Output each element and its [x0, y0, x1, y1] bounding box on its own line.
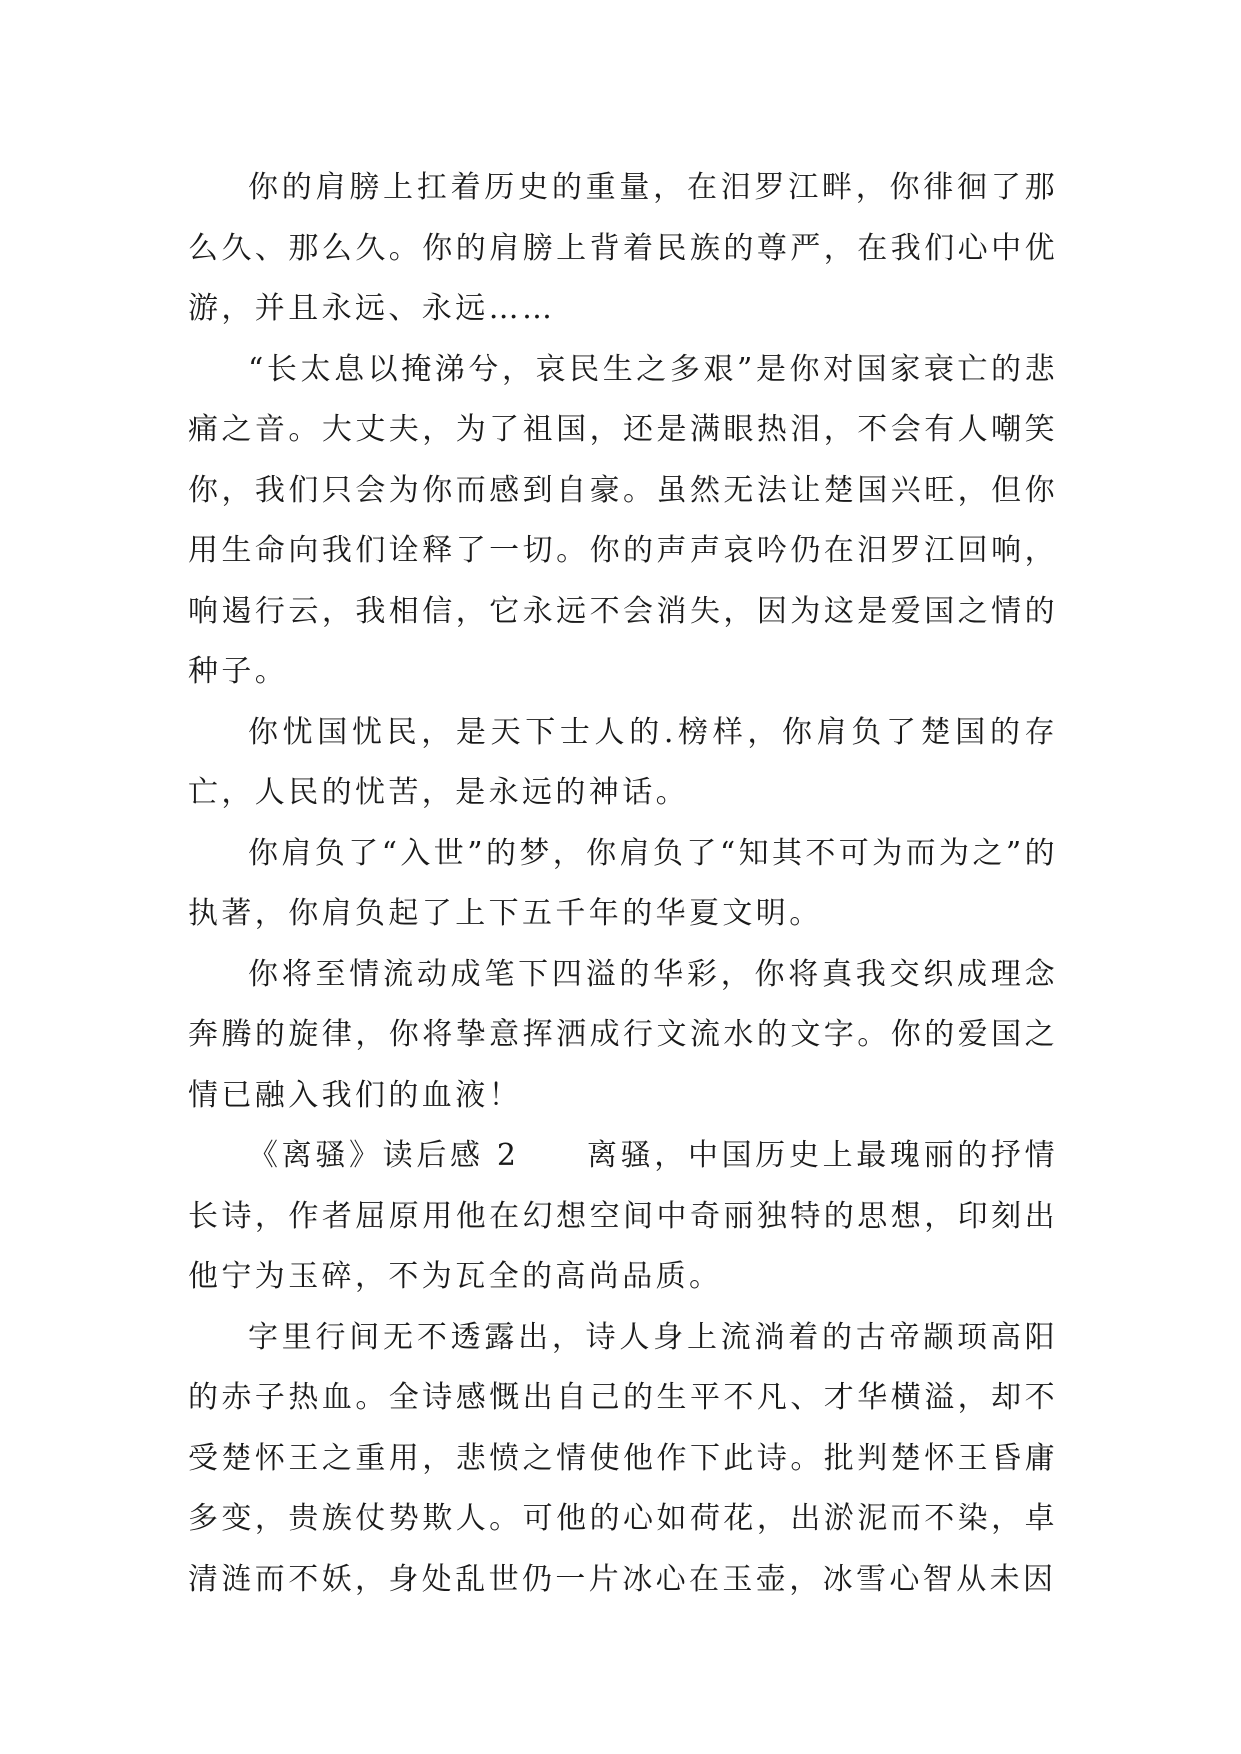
paragraph-1: 你的肩膀上扛着历史的重量，在汨罗江畔，你徘徊了那么久、那么久。你的肩膀上背着民族的尊严，在我们心中优游，并且永远、永远…… — [188, 170, 1058, 326]
paragraph-4: 你肩负了“入世”的梦，你肩负了“知其不可为而为之”的执著，你肩负起了上下五千年的华夏文明。 — [188, 835, 1058, 931]
paragraph-7: 字里行间无不透露出，诗人身上流淌着的古帝颛顼高阳的赤子热血。全诗感慨出自己的生平不凡、才华横溢，却不受楚怀王之重用，悲愤之情使他作下此诗。批判楚怀王昏庸多变，贵族仗势欺人。可他的心如荷花，出淤泥而不染，卓清涟而不妖，身处乱世仍一片冰心在玉壶，冰雪心智从未因 — [188, 1319, 1058, 1597]
paragraph-2: “长太息以掩涕兮，哀民生之多艰”是你对国家衰亡的悲痛之音。大丈夫，为了祖国，还是满眼热泪，不会有人嘲笑你，我们只会为你而感到自豪。虽然无法让楚国兴旺，但你用生命向我们诠释了一切。你的声声哀吟仍在汨罗江回响，响遏行云，我相信，它永远不会消失，因为这是爱国之情的种子。 — [188, 351, 1058, 689]
paragraph-6: 《离骚》读后感 2 离骚，中国历史上最瑰丽的抒情长诗，作者屈原用他在幻想空间中奇丽独特的思想，印刻出他宁为玉碎，不为瓦全的高尚品质。 — [188, 1138, 1058, 1294]
paragraph-5: 你将至情流动成笔下四溢的华彩，你将真我交织成理念奔腾的旋律，你将挚意挥洒成行文流水的文字。你的爱国之情已融入我们的血液！ — [188, 956, 1058, 1113]
paragraph-3: 你忧国忧民，是天下士人的.榜样，你肩负了楚国的存亡，人民的忧苦，是永远的神话。 — [188, 714, 1058, 810]
document-body — [188, 158, 1058, 1610]
